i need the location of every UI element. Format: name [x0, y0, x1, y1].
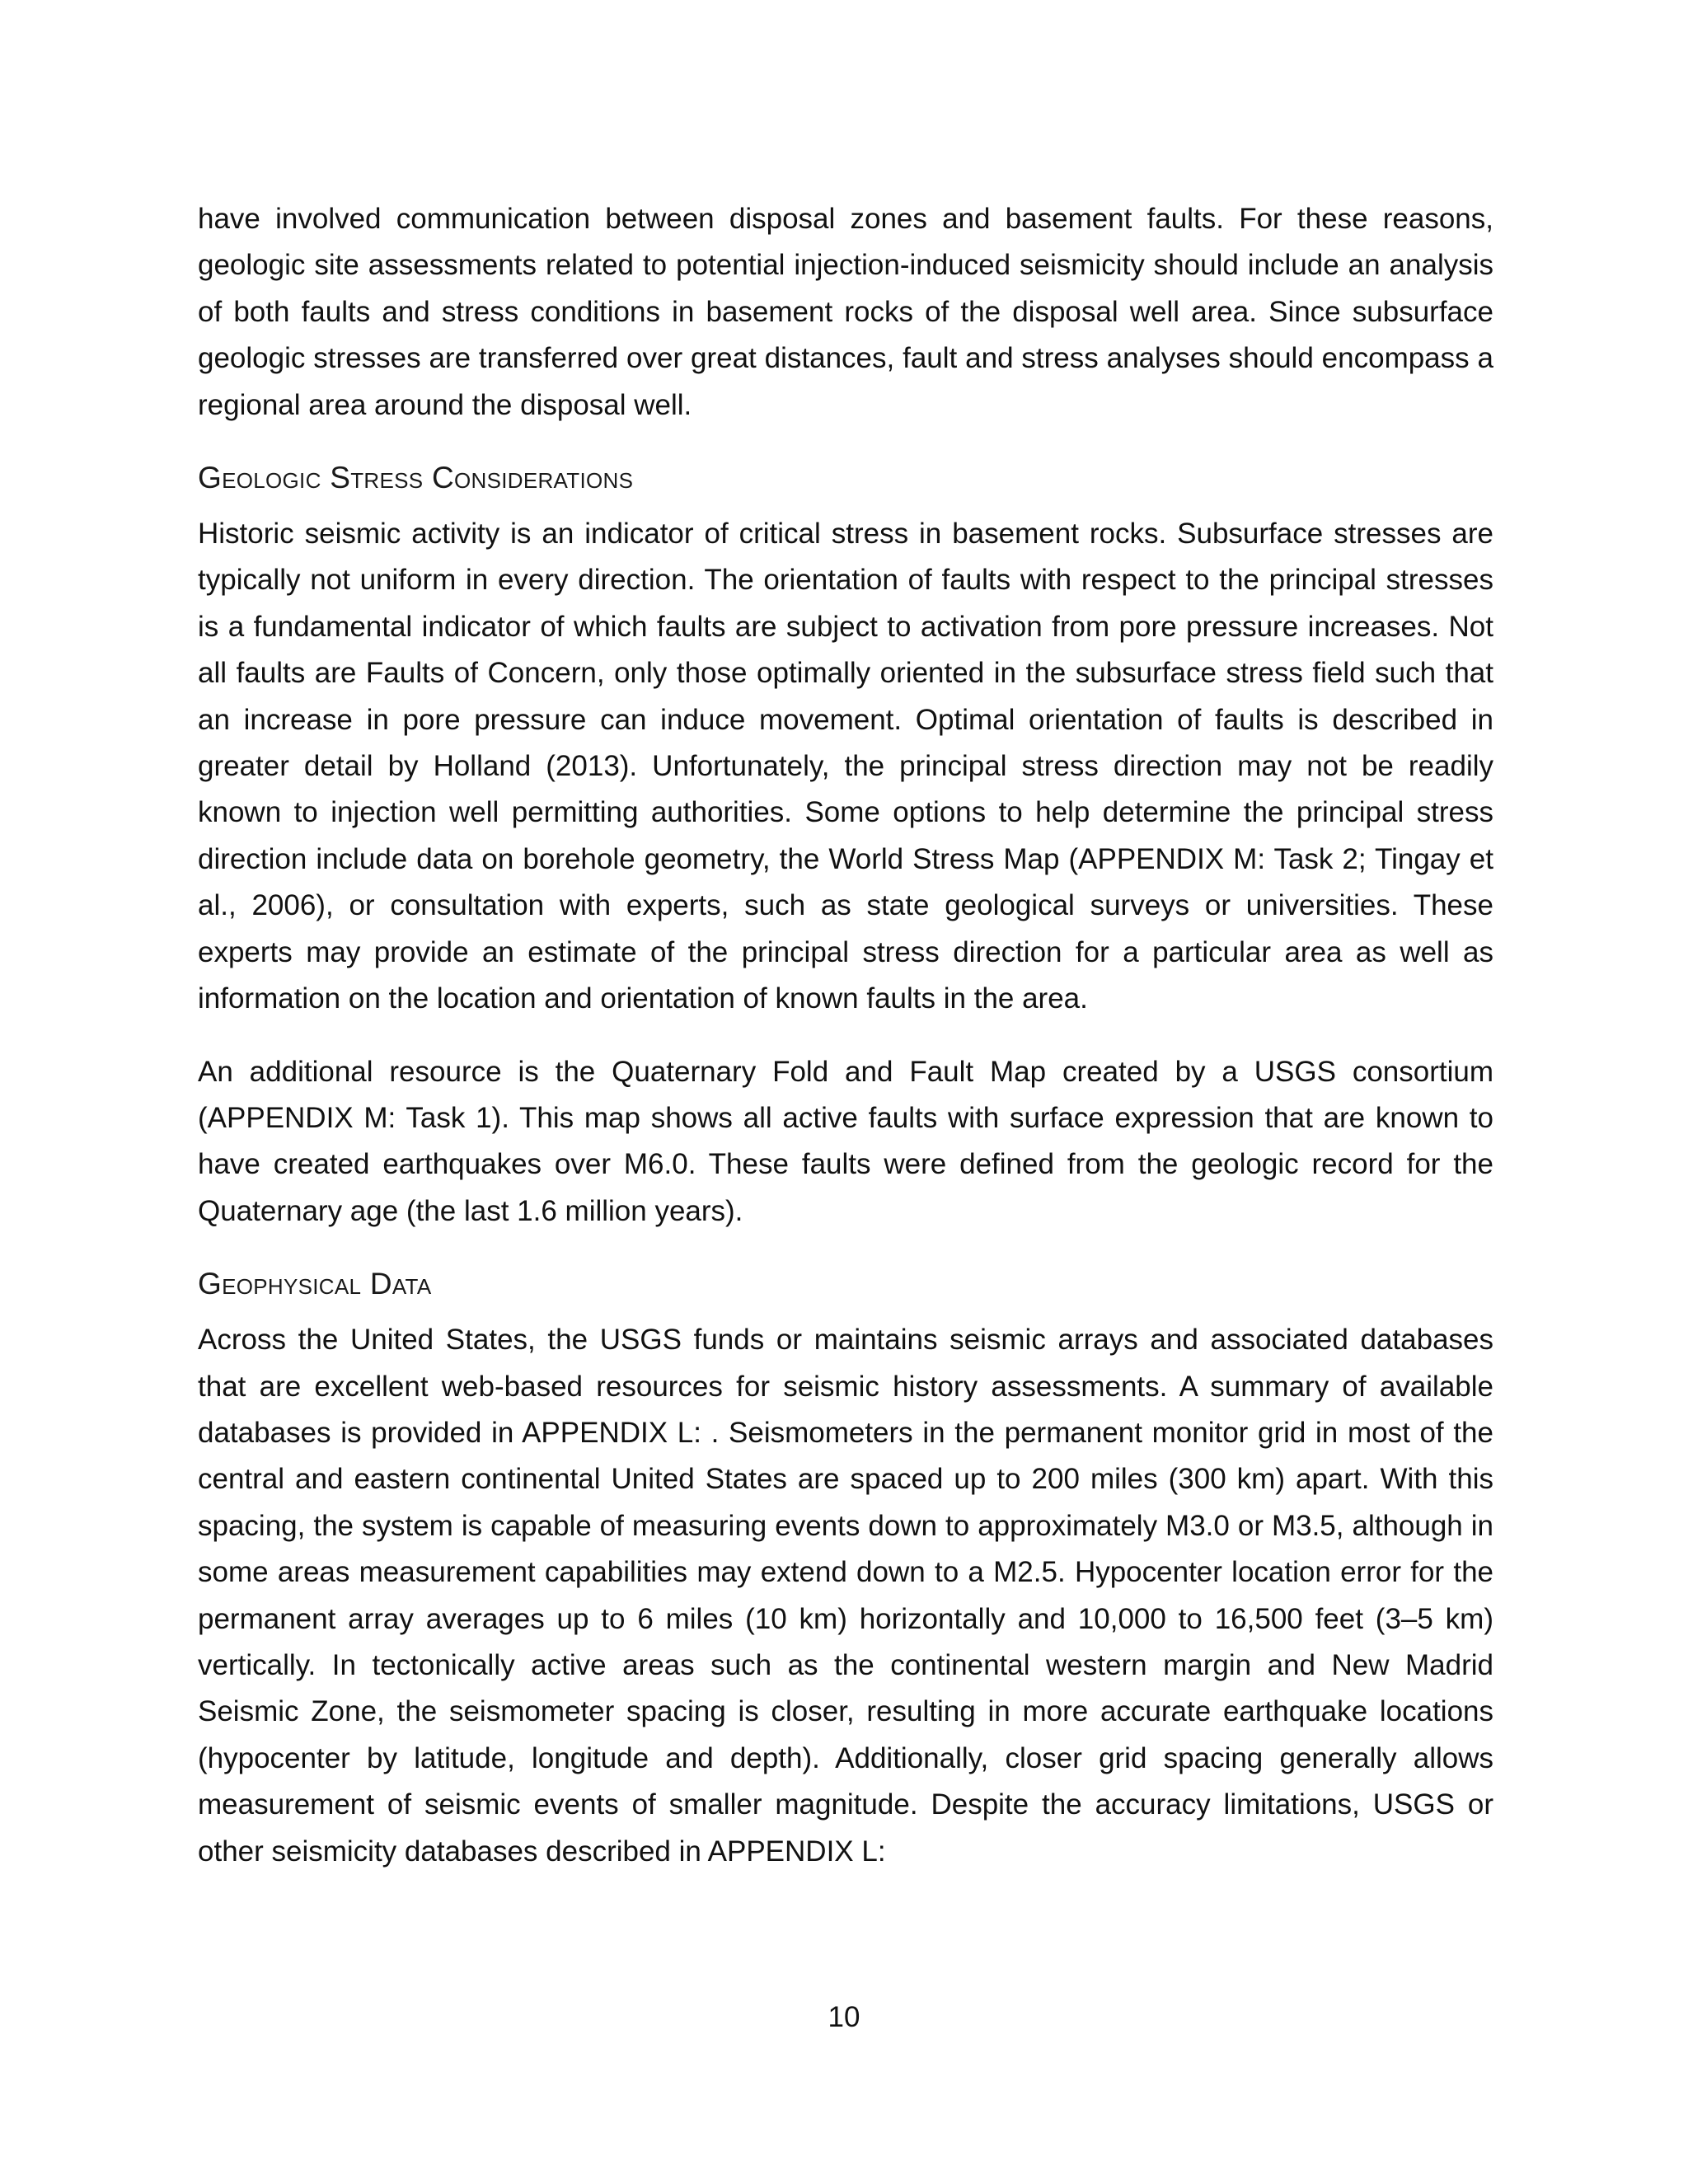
spacer: [198, 429, 1493, 455]
page-number: 10: [828, 2001, 860, 2033]
section-heading-geophysical-data: Geophysical Data: [198, 1267, 432, 1301]
paragraph-quaternary-fault-map: An additional resource is the Quaternary Fold and Fault Map created by a USGS consortium (APPENDIX M: Task 1). This map shows all active faults with surface expression that are known to have created earthquakes over M6.0. These faults were defined from the geologic record for the Quaternary age (the last 1.6 million years).: [198, 1055, 1493, 1227]
paragraph-historic-seismic-activity: Historic seismic activity is an indicator of critical stress in basement rocks. Subsurface stresses are typically not uniform in every direction. The orientation of faults with respect to the principal stresses is a fundamental indicator of which faults are subject to activation from pore pressure increases. Not all faults are Faults of Concern, only those optimally oriented in the subsurface stress field such that an increase in pore pressure can induce movement. Optimal orientation of faults is described in greater detail by Holland (2013). Unfortunately, the principal stress direction may not be readily known to injection well permitting authorities. Some options to help determine the principal stress direction include data on borehole geometry, the World Stress Map (APPENDIX M: Task 2; Tingay et al., 2006), or consultation with experts, such as state geological surveys or universities. These experts may provide an estimate of the principal stress direction for a particular area as well as information on the location and orientation of known faults in the area.: [198, 518, 1493, 1015]
paragraph-usgs-seismic-arrays: Across the United States, the USGS funds or maintains seismic arrays and associated databases that are excellent web-based resources for seismic history assessments. A summary of available databases is provided in APPENDIX L: . Seismometers in the permanent monitor grid in most of the central and eastern continental United States are spaced up to 200 miles (300 km) apart. With this spacing, the system is capable of measuring events down to approximately M3.0 or M3.5, although in some areas measurement capabilities may extend down to a M2.5. Hypocenter location error for the permanent array averages up to 6 miles (10 km) horizontally and 10,000 to 16,500 feet (3–5 km) vertically. In tectonically active areas such as the continental western margin and New Madrid Seismic Zone, the seismometer spacing is closer, resulting in more accurate earthquake locations (hypocenter by latitude, longitude and depth). Additionally, closer grid spacing generally allows measurement of seismic events of smaller magnitude. Despite the accuracy limitations, USGS or other seismicity databases described in APPENDIX L:: [198, 1324, 1493, 1868]
paragraph-disposal-faults: have involved communication between disposal zones and basement faults. For these reasons, geologic site assessments related to potential injection-induced seismicity should include an analysis of both faults and stress conditions in basement rocks of the disposal well area. Since subsurface geologic stresses are transferred over great distances, fault and stress analyses should encompass a regional area around the disposal well.: [198, 203, 1493, 421]
section-heading-geologic-stress: Geologic Stress Considerations: [198, 461, 634, 495]
spacer: [198, 1307, 1493, 1317]
page-content: [198, 196, 1493, 1875]
spacer: [198, 1023, 1493, 1049]
spacer: [198, 501, 1493, 511]
spacer: [198, 1235, 1493, 1261]
